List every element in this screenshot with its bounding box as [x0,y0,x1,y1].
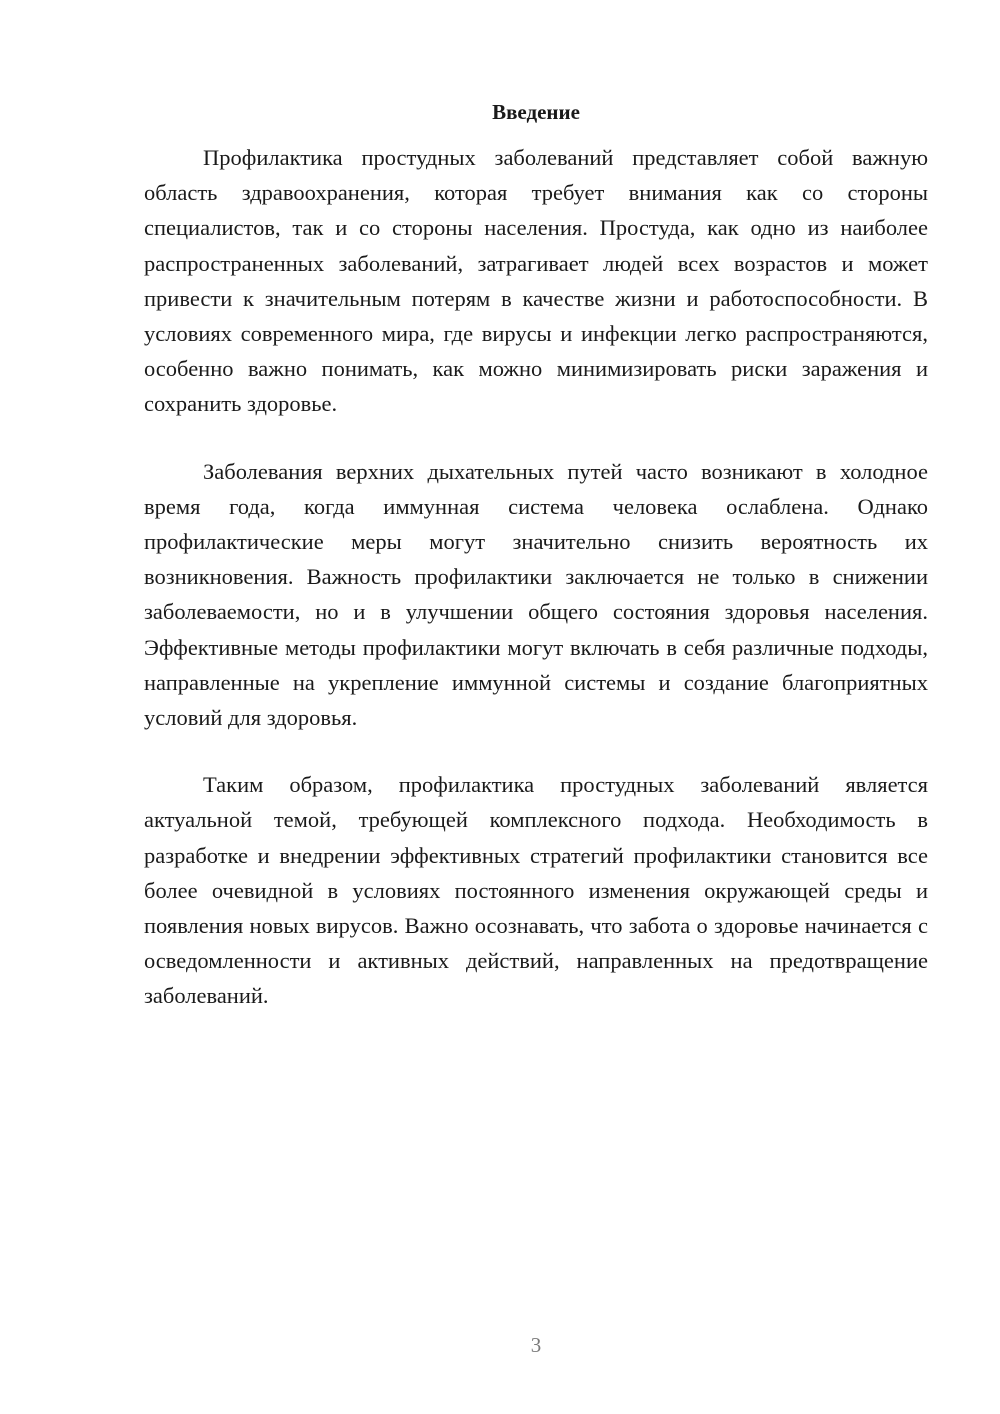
paragraph-2: Заболевания верхних дыхательных путей часто возникают в холодное время года, когда иммунная система человека ослаблена. Однако профилактические меры могут значительно снизить вероятность их возникновения. Важность профилактики заключается не только в снижении заболеваемости, но и в улучшении общего состояния здоровья населения. Эффективные методы профилактики могут включать в себя различные подходы, направленные на укрепление иммунной системы и создание благоприятных условий для здоровья. [144,458,928,731]
page-number: 3 [530,1333,542,1357]
page-content [144,96,928,1046]
paragraph-3: Таким образом, профилактика простудных заболеваний является актуальной темой, требующей комплексного подхода. Необходимость в разработке и внедрении эффективных стратегий профилактики становится все более очевидной в условиях постоянного изменения окружающей среды и появления новых вирусов. Важно осознавать, что забота о здоровье начинается с осведомленности и активных действий, направленных на предотвращение заболеваний. [144,772,928,1009]
paragraph-1: Профилактика простудных заболеваний представляет собой важную область здравоохранения, которая требует внимания как со стороны специалистов, так и со стороны населения. Простуда, как одно из наиболее распространенных заболеваний, затрагивает людей всех возрастов и может привести к значительным потерям в качестве жизни и работоспособности. В условиях современного мира, где вирусы и инфекции легко распространяются, особенно важно понимать, как можно минимизировать риски заражения и сохранить здоровье. [144,145,928,417]
section-heading: Введение [492,100,580,124]
